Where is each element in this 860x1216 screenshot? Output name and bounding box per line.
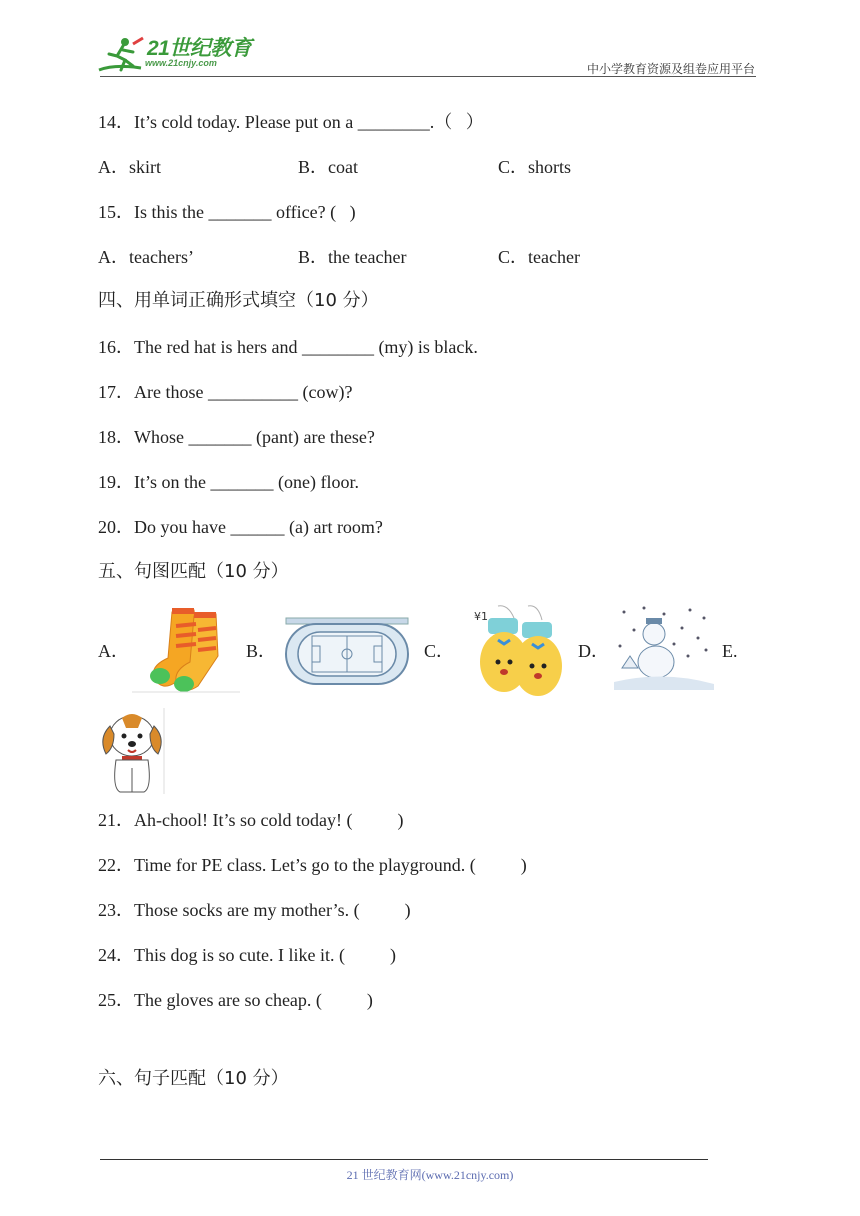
picture-label-e: E. [722,641,738,661]
question-16: 16．The red hat is hers and ________ (my) is black. [98,337,478,357]
logo-url: www.21cnjy.com [145,58,217,68]
header-divider [100,76,756,77]
picture-label-a: A． [98,641,129,661]
q15-option-c: C．teacher [498,247,580,267]
gloves-picture [468,604,568,698]
dog-picture [98,708,166,794]
question-20: 20．Do you have ______ (a) art room? [98,517,383,537]
question-15: 15．Is this the _______ office? ( ) [98,202,356,222]
q14-option-a: A．skirt [98,157,161,177]
q15-option-a: A．teachers’ [98,247,194,267]
picture-label-c: C． [424,641,455,661]
question-23: 23．Those socks are my mother’s. ( ) [98,900,411,920]
logo-text: 21世纪教育 [147,37,252,60]
question-22: 22．Time for PE class. Let’s go to the playground. ( ) [98,855,527,875]
picture-label-d: D． [578,641,609,661]
question-19: 19．It’s on the _______ (one) floor. [98,472,359,492]
question-21: 21．Ah-chool! It’s so cold today! ( ) [98,810,404,830]
playground-picture [284,614,410,688]
q15-option-b: B．the teacher [298,247,407,267]
footer-link[interactable]: 21 世纪教育网(www.21cnjy.com) [346,1168,514,1182]
snowman-picture [614,604,714,690]
question-18: 18．Whose _______ (pant) are these? [98,427,375,447]
section-4-heading: 四、用单词正确形式填空（10 分） [98,290,379,311]
header-platform-name: 中小学教育资源及组卷应用平台 [586,62,755,76]
question-14: 14．It’s cold today. Please put on a ________.（ ） [98,112,484,132]
question-24: 24．This dog is so cute. I like it. ( ) [98,945,396,965]
question-17: 17．Are those __________ (cow)? [98,382,353,402]
q14-option-c: C．shorts [498,157,572,177]
q14-option-b: B．coat [298,157,358,177]
picture-label-b: B． [246,641,277,661]
footer-divider [100,1159,708,1160]
question-25: 25．The gloves are so cheap. ( ) [98,990,373,1010]
socks-picture [132,606,240,694]
section-6-heading: 六、句子匹配（10 分） [98,1068,289,1089]
page-header [95,30,755,80]
section-5-heading: 五、句图匹配（10 分） [98,561,289,582]
price-tag: ¥1 [474,610,488,623]
